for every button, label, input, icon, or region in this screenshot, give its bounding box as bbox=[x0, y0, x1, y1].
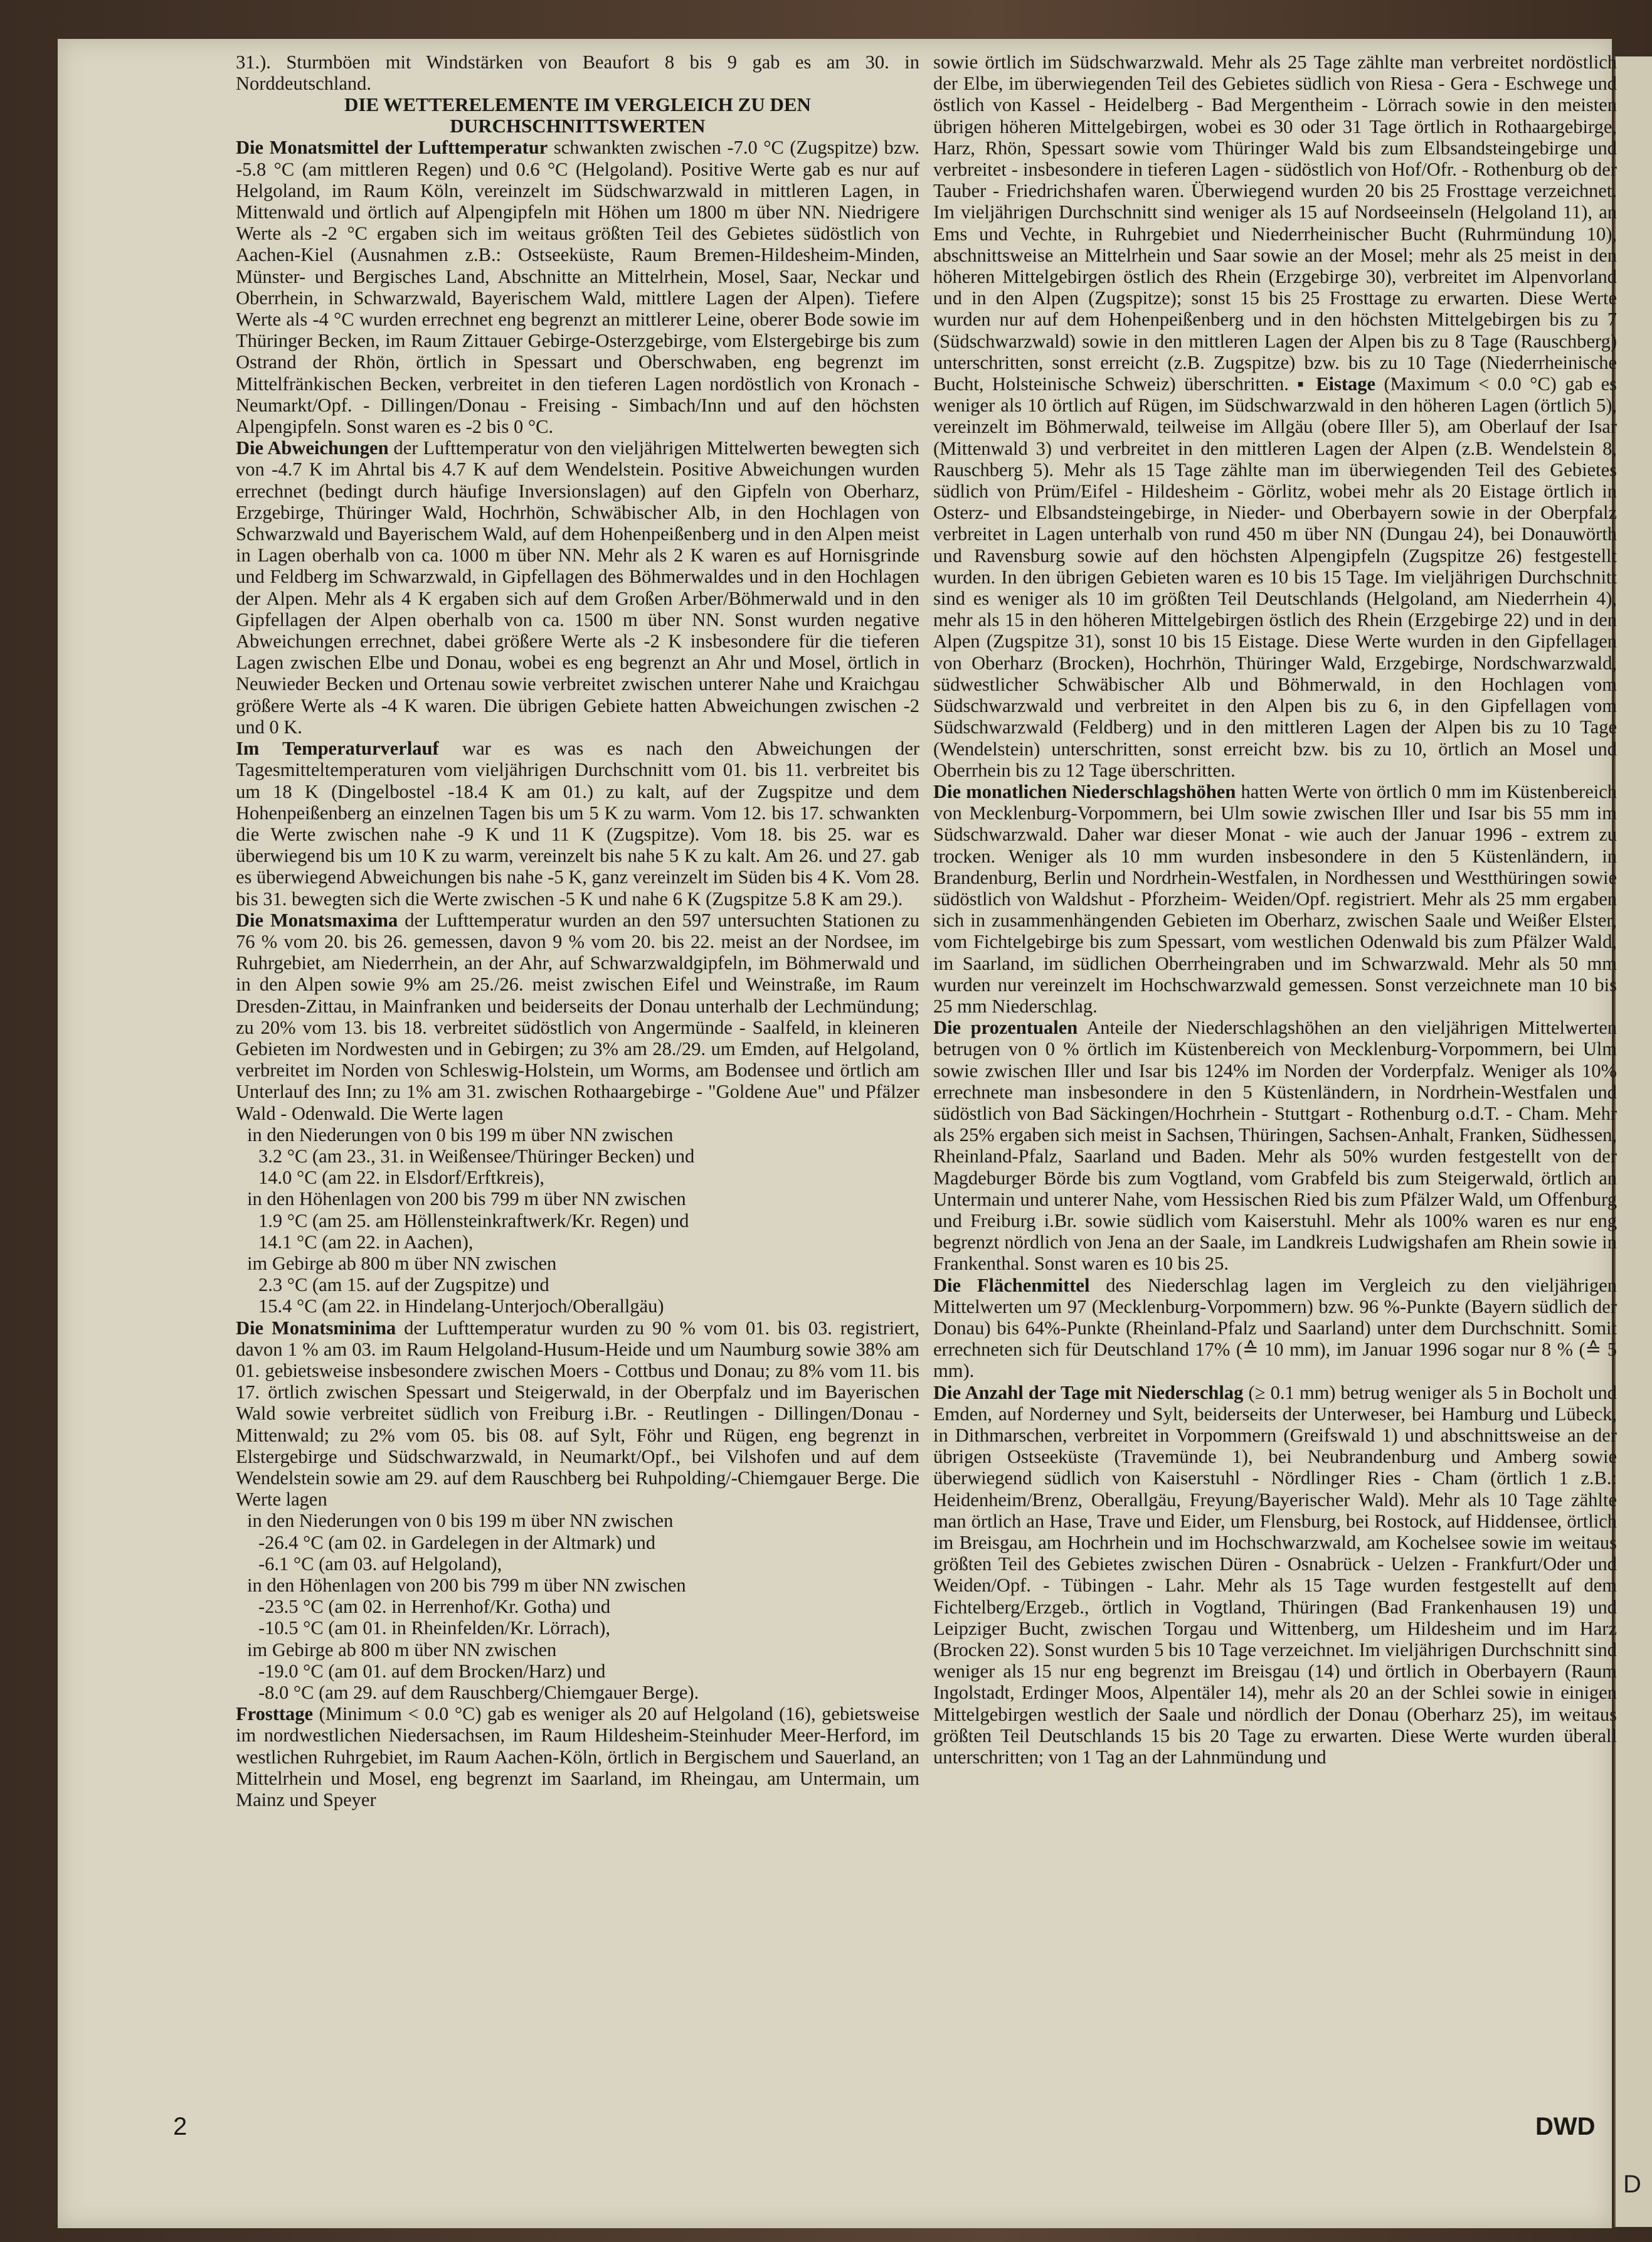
paragraph-text: schwankten zwischen -7.0 °C (Zugspitze) bzw. -5.8 °C (am mittleren Regen) und 0.6 °C (Helgoland). Positive Werte gab es nur auf Helgoland, im Raum Köln, vereinzelt im Südschwarzwald in mittleren Lagen, in Mittenwald und örtlich auf Alpengipfeln mit Höhen um 1800 m über NN. Niedrigere Werte als -2 °C ergaben sich im weitaus größten Teil des Gebietes südöstlich von Aachen-Kiel (Ausnahmen z.B.: Ostseeküste, Raum Bremen-Hildesheim-Minden, Münster- und Bergisches Land, Abschnitte an Mittelrhein, Mosel, Saar, Neckar und Oberrhein, in Schwarzwald, Bayerischem Wald, mittlere Lagen der Alpen). Tiefere Werte als -4 °C wurden errechnet eng begrenzt an mittlerer Leine, oberer Bode sowie im Thüringer Becken, im Raum Zittauer Gebirge-Osterzgebirge, vom Elstergebirge bis zum Ostrand der Rhön, örtlich in Spessart und Oberschwaben, eng begrenzt im Mittelfränkischen Becken, verbreitet in den tieferen Lagen nordöstlich von Kronach - Neumarkt/Opf. - Dillingen/Donau - Freising - Simbach/Inn und auf den höchsten Alpengipfeln. Sonst waren es -2 bis 0 °C. bbox=[236, 137, 919, 438]
keyword: Die Flächenmittel bbox=[933, 1274, 1090, 1296]
paragraph-frosttage-cont bbox=[933, 51, 1617, 781]
heading-line-1: DIE WETTERELEMENTE IM VERGLEICH ZU DEN bbox=[344, 93, 811, 116]
paragraph-monatsmaxima bbox=[236, 910, 919, 1124]
paragraph-text: hatten Werte von örtlich 0 mm im Küstenbereich von Mecklenburg-Vorpommern, bei Ulm sowie zwischen Iller und Isar bis 55 mm im Südschwarzwald. Daher war dieser Monat - wie auch der Januar 1996 - extrem zu trocken. Weniger als 10 mm wurden insbesondere in den 5 Küstenländern, in Brandenburg, Berlin und Nordrhein-Westfalen, in Nordhessen und Westthüringen sowie südöstlich von Waldshut - Pforzheim- Weiden/Opf. registriert. Mehr als 25 mm ergaben sich in zusammenhängenden Gebieten im Oberharz, zwischen Saale und Weißer Elster, vom Fichtelgebirge bis zum Spessart, vom westlichen Odenwald bis zum Pfälzer Wald, im Saarland, im südlichen Oberrheingraben und im Schwarzwald. Mehr als 50 mm wurden nur vereinzelt im Hochschwarzwald gemessen. Sonst verzeichnete man 10 bis 25 mm Niederschlag. bbox=[933, 780, 1617, 1017]
paragraph-temperaturverlauf bbox=[236, 738, 919, 910]
paragraph-abweichungen bbox=[236, 437, 919, 738]
list-item: in den Höhenlagen von 200 bis 799 m über NN zwischen bbox=[247, 1575, 686, 1596]
keyword: ▪ Eistage bbox=[1297, 373, 1376, 395]
list-item: 14.1 °C (am 22. in Aachen), bbox=[258, 1231, 474, 1253]
next-page-edge bbox=[1614, 56, 1652, 2227]
list-item: 1.9 °C (am 25. am Höllensteinkraftwerk/Kr. Regen) und bbox=[258, 1209, 689, 1231]
paragraph-frosttage bbox=[236, 1703, 919, 1810]
list-item: im Gebirge ab 800 m über NN zwischen bbox=[247, 1639, 557, 1660]
maxima-list bbox=[236, 1124, 919, 1317]
right-column bbox=[933, 51, 1617, 1768]
list-item: in den Niederungen von 0 bis 199 m über NN zwischen bbox=[247, 1124, 674, 1145]
paragraph-niederschlagstage bbox=[933, 1382, 1617, 1768]
left-column bbox=[236, 51, 919, 1810]
keyword: Die Anzahl der Tage mit Niederschlag bbox=[933, 1381, 1244, 1403]
list-item: 3.2 °C (am 23., 31. in Weißensee/Thüringer Becken) und bbox=[258, 1145, 695, 1167]
list-item: -19.0 °C (am 01. auf dem Brocken/Harz) und bbox=[258, 1660, 606, 1682]
keyword: Die Abweichungen bbox=[236, 437, 389, 459]
list-item: -23.5 °C (am 02. in Herrenhof/Kr. Gotha) und bbox=[258, 1596, 611, 1618]
paragraph-text: sowie örtlich im Südschwarzwald. Mehr als 25 Tage zählte man verbreitet nordöstlich der Elbe, im überwiegenden Teil des Gebietes südlich von Riesa - Gera - Eschwege und östlich von Kassel - Heidelberg - Bad Mergentheim - Lörrach sowie in den meisten übrigen höheren Mittelgebirgen, wobei es 30 oder 31 Tage örtlich in Rothaargebirge, Harz, Rhön, Spessart sowie vom Thüringer Wald bis zum Elbsandsteingebirge und verbreitet - insbesondere in tieferen Lagen - südöstlich von Hof/Ofr. - Rothenburg ob der Tauber - Friedrichshafen waren. Überwiegend wurden 20 bis 25 Frosttage verzeichnet. Im vieljährigen Durchschnitt sind weniger als 15 auf Nordseeinseln (Helgoland 11), an Ems und Vechte, in Ruhrgebiet und Niederrheinischer Bucht (Ruhrmündung 10), abschnittsweise an Mittelrhein und Saar sowie an der Mosel; mehr als 25 meist in den höheren Mittelgebirgen östlich des Rhein (Erzgebirge 30), verbreitet im Alpenvorland und in den Alpen (Zugspitze); sonst 15 bis 25 Frosttage zu erwarten. Diese Werte wurden nur auf dem Hohenpeißenberg und in den höchsten Mittelgebirgen bis zu 7 (Südschwarzwald) sowie in den mittleren Lagen der Alpen bis zu 8 Tage (Rauschberg) unterschritten, sonst erreicht (z.B. Zugspitze) bzw. bis zu 10 Tage (Niederrheinische Bucht, Holsteinische Schweiz) überschritten. bbox=[933, 51, 1617, 395]
paragraph-text: der Lufttemperatur wurden an den 597 untersuchten Stationen zu 76 % vom 20. bis 26. gemessen, davon 9 % vom 20. bis 22. meist an der Nordsee, im Ruhrgebiet, am Niederrhein, an der Ahr, auf Schwarzwaldgipfeln, im Böhmerwald und in den Alpen sowie 9% am 25./26. meist zwischen Eifel und Weinstraße, im Raum Dresden-Zittau, in Mainfranken und beiderseits der Donau unterhalb der Lechmündung; zu 20% vom 13. bis 18. verbreitet südöstlich von Angermünde - Saalfeld, in kleineren Gebieten im Nordwesten und in Gebirgen; zu 3% am 28./29. um Emden, auf Helgoland, verbreitet im Norden von Schleswig-Holstein, um Worms, am Bodensee und örtlich am Unterlauf des Inn; zu 1% am 31. zwischen Rothaargebirge - "Goldene Aue" und Pfälzer Wald - Odenwald. Die Werte lagen bbox=[236, 909, 919, 1124]
keyword: Die Monatsmittel der Lufttemperatur bbox=[236, 137, 548, 159]
list-item: 15.4 °C (am 22. in Hindelang-Unterjoch/Oberallgäu) bbox=[258, 1295, 664, 1317]
list-item: -8.0 °C (am 29. auf dem Rauschberg/Chiemgauer Berge). bbox=[258, 1682, 699, 1704]
list-item: im Gebirge ab 800 m über NN zwischen bbox=[247, 1252, 557, 1274]
paragraph-monatsmittel bbox=[236, 137, 919, 437]
keyword: Die prozentualen bbox=[933, 1017, 1078, 1039]
list-item: in den Niederungen von 0 bis 199 m über NN zwischen bbox=[247, 1510, 674, 1532]
paragraph-text: (Maximum < 0.0 °C) gab es weniger als 10 örtlich auf Rügen, im Südschwarzwald in den höheren Lagen (örtlich 5), vereinzelt im Böhmerwald, teilweise im Allgäu (obere Iller 5), am Oberlauf der Isar (Mittenwald 3) und verbreitet in den mittleren Lagen der Alpen (z.B. Wendelstein 8, Rauschberg 5). Mehr als 15 Tage zählte man im überwiegenden Teil des Gebietes südlich von Prüm/Eifel - Hildesheim - Görlitz, wobei mehr als 20 Eistage örtlich in Osterz- und Elbsandsteingebirge, in Nieder- und Oberbayern sowie in der Oberpfalz verbreitet in Lagen unterhalb von rund 450 m über NN (Dungau 24), bei Donauwörth und Ravensburg sowie auf den höchsten Alpengipfeln (Zugspitze 26) festgestellt wurden. In den übrigen Gebieten waren es 10 bis 15 Tage. Im vieljährigen Durchschnitt sind es weniger als 10 im größten Teil Deutschlands (Helgoland, am Niederrhein 4), mehr als 15 in den höheren Mittelgebirgen östlich des Rhein (Erzgebirge 22) und in den Alpen (Zugspitze 31), sonst 10 bis 15 Eistage. Diese Werte wurden in den Gipfellagen von Oberharz (Brocken), Hochrhön, Thüringer Wald, Erzgebirge, Nordschwarzwald, südwestlicher Schwäbischer Alb und Böhmerwald, in den Hochlagen vom Südschwarzwald und verbreitet in den Alpen bis zu 6, in den Gipfellagen vom Südschwarzwald (Feldberg) und in den mittleren Lagen der Alpen bis zu 10 Tage (Wendelstein) unterschritten, sonst erreicht bzw. bis zu 10, örtlich an Mosel und Oberrhein bis zu 12 Tage überschritten. bbox=[933, 373, 1618, 781]
list-item: 2.3 °C (am 15. auf der Zugspitze) und bbox=[258, 1274, 549, 1296]
next-page-fragment: D bbox=[1623, 2170, 1641, 2198]
list-item: -26.4 °C (am 02. in Gardelegen in der Altmark) und bbox=[258, 1531, 656, 1553]
publisher-mark: DWD bbox=[1535, 2113, 1596, 2140]
heading-line-2: DURCHSCHNITTSWERTEN bbox=[450, 115, 706, 137]
keyword: Im Temperaturverlauf bbox=[236, 738, 439, 760]
paragraph-text: der Lufttemperatur wurden zu 90 % vom 01. bis 03. registriert, davon 1 % am 03. im Raum Helgoland-Husum-Heide und um Naumburg sowie 38% am 01. gebietsweise insbesondere zwischen Moers - Cottbus und Donau; zu 8% vom 11. bis 17. örtlich zwischen Spessart und Steigerwald, in der Oberpfalz und im Bayerischen Wald sowie verbreitet südlich von Freiburg i.Br. - Reutlingen - Dillingen/Donau - Mittenwald; zu 2% vom 05. bis 08. auf Sylt, Föhr und Rügen, eng begrenzt in Elstergebirge und Südschwarzwald, in Neumarkt/Opf., bei Vilshofen und auf dem Wendelstein sowie am 29. auf dem Rauschberg bei Ruhpolding/-Chiemgauer Berge. Die Werte lagen bbox=[236, 1317, 919, 1511]
list-item: -6.1 °C (am 03. auf Helgoland), bbox=[258, 1553, 502, 1575]
paragraph-monatsminima bbox=[236, 1317, 919, 1511]
paragraph-prozentuale bbox=[933, 1017, 1617, 1274]
list-item: in den Höhenlagen von 200 bis 799 m über NN zwischen bbox=[247, 1188, 686, 1210]
page-number: 2 bbox=[173, 2113, 188, 2140]
list-item: 14.0 °C (am 22. in Elsdorf/Erftkreis), bbox=[258, 1167, 545, 1189]
paragraph-flaechenmittel bbox=[933, 1275, 1617, 1382]
paragraph-text: (≥ 0.1 mm) betrug weniger als 5 in Bocholt und Emden, auf Norderney und Sylt, beiderseits der Unterweser, bei Hamburg und Lübeck, in Dithmarschen, verbreitet in Vorpommern (Greifswald 1) und abschnittsweise an der übrigen Ostseeküste (Travemünde 1), bei Neubrandenburg und Amberg sowie überwiegend südlich von Kaiserstuhl - Nördlinger Ries - Cham (örtlich 1 z.B.: Heidenheim/Brenz, Oberallgäu, Freyung/Bayerischer Wald). Mehr als 10 Tage zählte man örtlich an Hase, Trave und Eider, um Flensburg, bei Rostock, auf Hiddensee, örtlich im Breisgau, am Hochrhein und im Hochschwarzwald, am Kochelsee sowie im weitaus größten Teil des Gebietes zwischen Düren - Osnabrück - Uelzen - Frankfurt/Oder und Weiden/Opf. - Tübingen - Lahr. Mehr als 15 Tage wurden festgestellt auf dem Fichtelberg/Erzgeb., örtlich in Vogtland, Thüringen (Bad Frankenhausen 19) und Leipziger Bucht, zwischen Torgau und Wittenberg, um Hildesheim und im Harz (Brocken 22). Sonst wurden 5 bis 10 Tage verzeichnet. Im vieljährigen Durchschnitt sind weniger als 15 nur eng begrenzt im Breisgau (14) und örtlich in Oberbayern (Raum Ingolstadt, Erdinger Moos, Alpentäler 14), mehr als 20 an der Schlei sowie in einigen Mittelgebirgen westlich der Saale und nördlich der Donau (Oberharz 25), im weitaus größten Teil Deutschlands 15 bis 20 Tage zu erwarten. Diese Werte wurden überall unterschritten; von 1 Tag an der Lahnmündung und bbox=[933, 1381, 1617, 1768]
paragraph-text: des Niederschlag lagen im Vergleich zu den vieljährigen Mittelwerten um 97 (Mecklenburg-Vorpommern) bzw. 96 %-Punkte (Bayern südlich der Donau) bis 64%-Punkte (Rheinland-Pfalz und Saarland) unter dem Durchschnitt. Somit errechneten sich für Deutschland 17% (≙ 10 mm), im Januar 1996 sogar nur 8 % (≙ 5 mm). bbox=[933, 1274, 1617, 1382]
paragraph-text: (Minimum < 0.0 °C) gab es weniger als 20 auf Helgoland (16), gebietsweise im nordwestlichen Niedersachsen, im Raum Hildesheim-Steinhuder Meer-Herford, im westlichen Ruhrgebiet, im Raum Aachen-Köln, örtlich in Bergischem und Sauerland, an Mittelrhein und Mosel, eng begrenzt im Saarland, im Rheingau, am Untermain, um Mainz und Speyer bbox=[236, 1703, 919, 1811]
keyword: Frosttage bbox=[236, 1703, 314, 1725]
paragraph-text: der Lufttemperatur von den vieljährigen Mittelwerten bewegten sich von -4.7 K im Ahrtal bis 4.7 K auf dem Wendelstein. Positive Abweichungen wurden errechnet (bedingt durch häufige Inversionslagen) auf den Gipfeln von Oberharz, Erzgebirge, Thüringer Wald, Hochrhön, Schwäbischer Alb, in den Hochlagen von Schwarzwald und Bayerischem Wald, auf dem Hohenpeißenberg und in den Alpen meist in Lagen oberhalb von ca. 1000 m über NN. Mehr als 2 K waren es auf Hornisgrinde und Feldberg im Schwarzwald, in Gipfellagen des Böhmerwaldes und in den Hochlagen der Alpen. Mehr als 4 K ergaben sich auf dem Großen Arber/Böhmerwald und in den Gipfellagen der Alpen oberhalb von ca. 1500 m über NN. Sonst wurden negative Abweichungen errechnet, dabei größere Werte als -2 K insbesondere für die tieferen Lagen zwischen Elbe und Donau, wobei es eng begrenzt an Ahr und Mosel, örtlich in Neuwieder Becken und Ortenau sowie verbreitet zwischen unterer Nahe und Kraichgau größere Werte als -4 K waren. Die übrigen Gebiete hatten Abweichungen zwischen -2 und 0 K. bbox=[236, 437, 919, 738]
minima-list bbox=[236, 1510, 919, 1703]
paragraph-niederschlagshoehen bbox=[933, 781, 1617, 1017]
list-item: -10.5 °C (am 01. in Rheinfelden/Kr. Lörrach), bbox=[258, 1617, 611, 1639]
intro-paragraph: 31.). Sturmböen mit Windstärken von Beaufort 8 bis 9 gab es am 30. in Norddeutschland. bbox=[236, 51, 919, 95]
section-heading bbox=[236, 94, 919, 137]
paragraph-text: Anteile der Niederschlagshöhen an den vieljährigen Mittelwerten betrugen von 0 % örtlich im Küstenbereich von Mecklenburg-Vorpommern, bei Ulm sowie zwischen Iller und Isar bis 124% im Norden der Vorderpfalz. Weniger als 10% errechnete man insbesondere in den 5 Küstenländern, in Nordrhein-Westfalen und südöstlich von Bad Säckingen/Hochrhein - Stuttgart - Rothenburg o.d.T. - Cham. Mehr als 25% ergaben sich meist in Sachsen, Thüringen, Sachsen-Anhalt, Franken, Südhessen, Rheinland-Pfalz, Saarland und Baden. Mehr als 50% wurden festgestellt von der Magdeburger Börde bis zum Vogtland, vom Grabfeld bis zum Steigerwald, örtlich an Untermain und unterer Nahe, vom Hessischen Ried bis zum Pfälzer Wald, um Offenburg und Freiburg i.Br. sowie südlich vom Kaiserstuhl. Mehr als 100% waren es nur eng begrenzt nördlich von Jena an der Saale, im Landkreis Ludwigshafen am Rhein sowie in Frankenthal. Sonst waren es 10 bis 25. bbox=[933, 1017, 1617, 1275]
keyword: Die Monatsmaxima bbox=[236, 909, 398, 931]
keyword: Die monatlichen Niederschlagshöhen bbox=[933, 780, 1236, 802]
keyword: Die Monatsminima bbox=[236, 1317, 396, 1339]
paragraph-text: war es was es nach den Abweichungen der Tagesmitteltemperaturen vom vieljährigen Durchschnitt vom 01. bis 11. verbreitet bis um 18 K (Dingelbostel -18.4 K am 01.) zu kalt, auf der Zugspitze und dem Hohenpeißenberg an einzelnen Tagen bis um 5 K zu warm. Vom 12. bis 17. schwankten die Werte zwischen nahe -9 K und 11 K (Zugspitze). Vom 18. bis 25. war es überwiegend bis um 10 K zu warm, vereinzelt bis nahe 5 K zu kalt. Am 26. und 27. gab es überwiegend Abweichungen bis nahe -5 K, ganz vereinzelt im Süden bis 4 K. Vom 28. bis 31. bewegten sich die Werte zwischen -5 K und nahe 6 K (Zugspitze 5.8 K am 29.). bbox=[236, 738, 919, 910]
